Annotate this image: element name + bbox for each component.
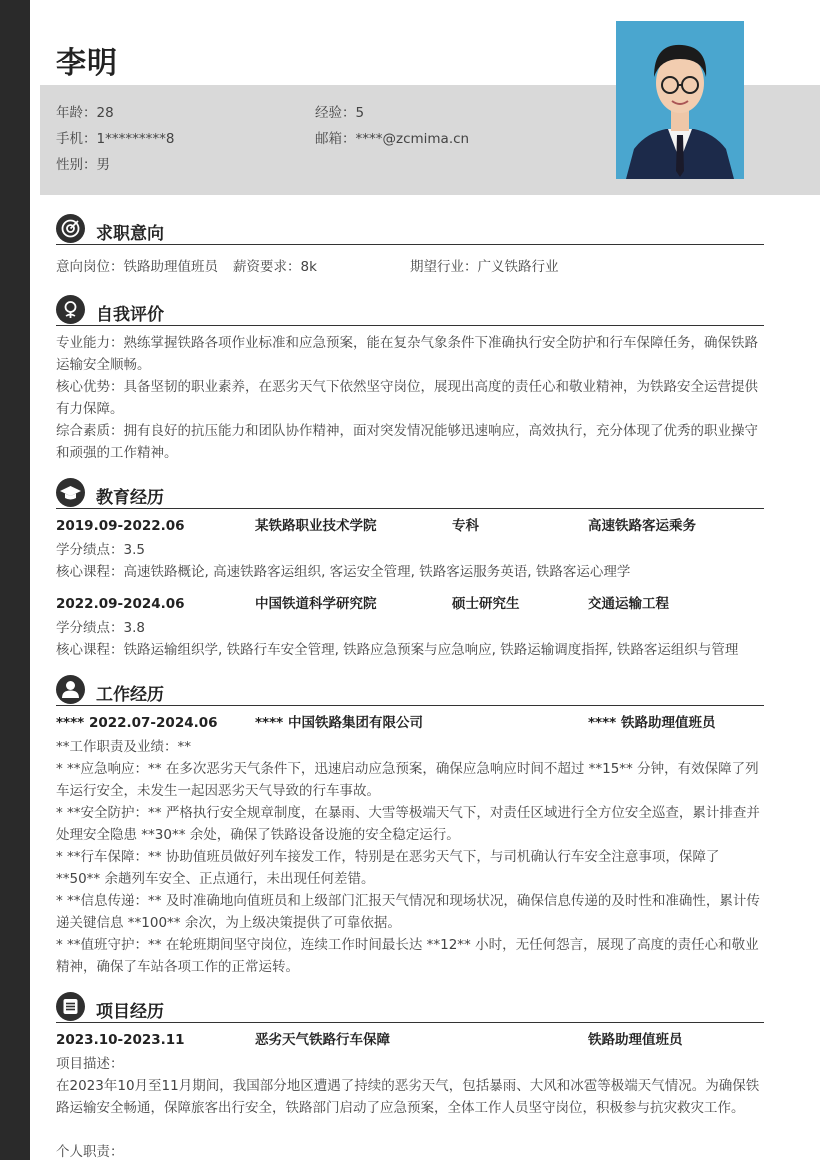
work-title: **** 铁路助理值班员 (588, 715, 716, 731)
target-icon (56, 214, 85, 243)
section-title-project: 项目经历 (96, 1002, 164, 1022)
work-item: * **应急响应：** 在多次恶劣天气条件下，迅速启动应急预案，确保应急响应时间不超过 **15** 分钟，有效保障了列车运行安全，未发生一起因恶劣天气导致的行车事故。 (56, 761, 759, 799)
work-period: **** 2022.07-2024.06 (56, 715, 218, 731)
edu-period: 2019.09-2022.06 (56, 518, 185, 534)
edu-courses: 核心课程：高速铁路概论, 高速铁路客运组织, 客运安全管理, 铁路客运服务英语, 铁路客运心理学 (56, 564, 631, 580)
work-intro: **工作职责及业绩：** (56, 739, 191, 755)
candidate-name: 李明 (56, 46, 118, 81)
self-eval-item: 专业能力：熟练掌握铁路各项作业标准和应急预案，能在复杂气象条件下准确执行安全防护和行车保障任务，确保铁路运输安全顺畅。 (56, 335, 758, 373)
section-education (56, 478, 764, 509)
intent-salary: 薪资要求：8k (233, 259, 317, 275)
age: 年龄：28 (56, 105, 114, 121)
section-self-eval (56, 295, 764, 326)
phone: 手机：1*********8 (56, 131, 175, 147)
section-project (56, 992, 764, 1023)
project-desc-label: 项目描述： (56, 1056, 124, 1072)
gender: 性别：男 (56, 157, 110, 173)
work-item: * **行车保障：** 协助值班员做好列车接发工作，特别是在恶劣天气下，与司机确认行车安全注意事项，保障了 **50** 余趟列车安全、正点通行，未出现任何差错。 (56, 849, 720, 887)
edu-courses: 核心课程：铁路运输组织学, 铁路行车安全管理, 铁路应急预案与应急响应, 铁路运输调度指挥, 铁路客运组织与管理 (56, 642, 739, 658)
list-icon (56, 992, 85, 1021)
edu-school: 中国铁道科学研究院 (255, 596, 377, 612)
section-title-job-intent: 求职意向 (96, 224, 164, 244)
section-work (56, 675, 764, 706)
profile-photo (616, 21, 744, 179)
edu-gpa: 学分绩点：3.5 (56, 542, 145, 558)
experience: 经验：5 (315, 105, 365, 121)
person-icon (56, 675, 85, 704)
work-item: * **信息传递：** 及时准确地向值班员和上级部门汇报天气情况和现场状况，确保信息传递的及时性和准确性，累计传递关键信息 **100** 余次，为上级决策提供了可靠依据。 (56, 893, 760, 931)
section-title-self-eval: 自我评价 (96, 305, 164, 325)
project-desc: 在2023年10月至11月期间，我国部分地区遭遇了持续的恶劣天气，包括暴雨、大风和冰雹等极端天气情况。为确保铁路运输安全畅通，保障旅客出行安全，铁路部门启动了应急预案，全体工作人员坚守岗位，积极参与抗灾救灾工作。 (56, 1078, 760, 1116)
edu-degree: 专科 (452, 518, 479, 534)
intent-position: 意向岗位：铁路助理值班员 (56, 259, 218, 275)
work-company: **** 中国铁路集团有限公司 (255, 715, 423, 731)
project-duty-label: 个人职责： (56, 1144, 124, 1160)
edu-major: 高速铁路客运乘务 (588, 518, 696, 534)
work-item: * **安全防护：** 严格执行安全规章制度，在暴雨、大雪等极端天气下，对责任区域进行全方位安全巡查，累计排查并处理安全隐患 **30** 余处，确保了铁路设备设施的安全稳定运行。 (56, 805, 760, 843)
project-period: 2023.10-2023.11 (56, 1032, 185, 1048)
graduation-cap-icon (56, 478, 85, 507)
project-name: 恶劣天气铁路行车保障 (255, 1032, 390, 1048)
section-title-work: 工作经历 (96, 685, 164, 705)
edu-major: 交通运输工程 (588, 596, 669, 612)
intent-industry: 期望行业：广义铁路行业 (410, 259, 559, 275)
self-eval-item: 综合素质：拥有良好的抗压能力和团队协作精神，面对突发情况能够迅速响应，高效执行，充分体现了优秀的职业操守和顽强的工作精神。 (56, 423, 758, 461)
self-eval-item: 核心优势：具备坚韧的职业素养，在恶劣天气下依然坚守岗位，展现出高度的责任心和敬业精神，为铁路安全运营提供有力保障。 (56, 379, 758, 417)
edu-gpa: 学分绩点：3.8 (56, 620, 145, 636)
edu-degree: 硕士研究生 (452, 596, 520, 612)
flower-icon (56, 295, 85, 324)
email: 邮箱：****@zcmima.cn (315, 131, 470, 147)
left-sidebar-bar (0, 0, 30, 1160)
edu-period: 2022.09-2024.06 (56, 596, 185, 612)
project-role: 铁路助理值班员 (588, 1032, 683, 1048)
section-job-intent (56, 214, 764, 245)
edu-school: 某铁路职业技术学院 (255, 518, 377, 534)
work-item: * **值班守护：** 在轮班期间坚守岗位，连续工作时间最长达 **12** 小时，无任何怨言，展现了高度的责任心和敬业精神，确保了车站各项工作的正常运转。 (56, 937, 759, 975)
section-title-education: 教育经历 (96, 488, 164, 508)
